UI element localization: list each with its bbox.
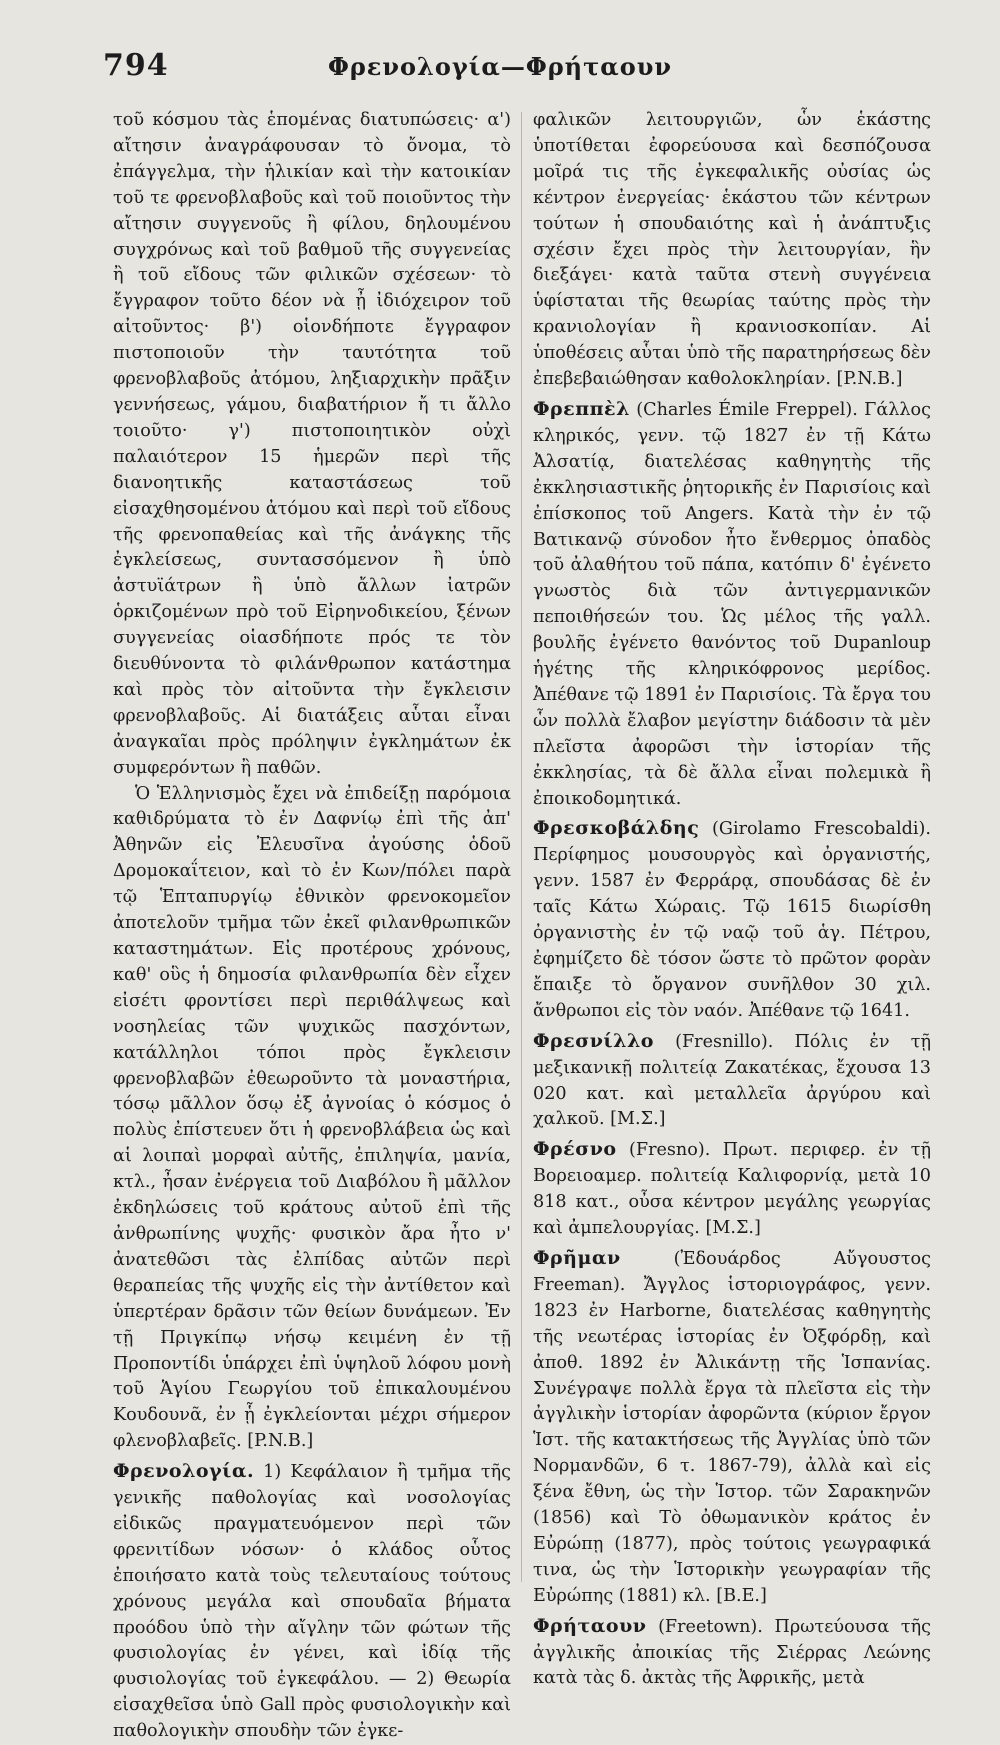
entry-headword: Φρενολογία. xyxy=(113,1460,255,1483)
entry-fresnillo xyxy=(533,1029,931,1134)
entry-headword: Φρεσνίλλο xyxy=(533,1029,654,1052)
entry-fresno xyxy=(533,1137,931,1242)
entry-text: (Girolamo Frescobaldi). Περίφημος μουσουργὸς καὶ ὀργανιστής, γενν. 1587 ἐν Φερράρᾳ, σπουδάσας δὲ ἐν ταῖς Κάτω Χώραις. Τῷ 1615 διωρίσθη ὀργανιστὴς ἐν τῷ ναῷ τοῦ ἁγ. Πέτρου, ἐφημίζετο δὲ τόσον ὥστε τὸ πρῶτον φορὰν ἔπαιξε τὸ ὄργανον συνῆλθον 30 χιλ. ἄνθρωποι εἰς τὸν ναόν. Ἀπέθανε τῷ 1641. xyxy=(533,819,931,1021)
entry-freeman xyxy=(533,1246,931,1610)
paragraph: φαλικῶν λειτουργιῶν, ὧν ἑκάστης ὑποτίθεται ἐφορεύουσα καὶ δεσπόζουσα μοῖρά τις τῆς ἐγκεφαλικῆς οὐσίας ὡς κέντρον ἐνεργείας· ἑκάστου τῶν κέντρων τούτων ἡ σπουδαιότης καὶ ἡ ἀνάπτυξις σχέσιν ἔχει πρὸς τὴν λειτουργίαν, ἣν διεξάγει· κατὰ ταῦτα στενὴ συγγένεια ὑφίσταται τῆς θεωρίας ταύτης πρὸς τὴν κρανιολογίαν ἢ κρανιοσκοπίαν. Αἱ ὑποθέσεις αὗται ὑπὸ τῆς παρατηρήσεως δὲν ἐπεβεβαιώθησαν καθολοκληρίαν. [P.N.B.] xyxy=(533,110,931,390)
right-column xyxy=(533,108,931,1692)
page-number: 794 xyxy=(103,48,169,83)
left-column xyxy=(113,108,511,1745)
entry-headword: Φρεππὲλ xyxy=(533,397,630,420)
entry-headword: Φρῆμαν xyxy=(533,1246,621,1269)
entry-text: (Freetown). Πρωτεύουσα τῆς ἀγγλικῆς ἀποικίας τῆς Σιέρρας Λεώνης κατὰ τὰς δ. ἀκτὰς τῆς Ἀφρικῆς, μετὰ xyxy=(533,1616,931,1689)
entry-headword: Φρεσκοβάλδης xyxy=(533,817,700,840)
entry-frescobaldi xyxy=(533,816,931,1024)
entry-freppel xyxy=(533,397,931,813)
entry-headword: Φρήταουν xyxy=(533,1614,647,1637)
paragraph: τοῦ κόσμου τὰς ἑπομένας διατυπώσεις· α') αἴτησιν ἀναγράφουσαν τὸ ὄνομα, τὸ ἐπάγγελμα, τὴν ἡλικίαν καὶ τὴν κατοικίαν τοῦ τε φρενοβλαβοῦς καὶ τοῦ ποιοῦντος τὴν αἴτησιν συγγενοῦς ἢ φίλου, δηλουμένου συγχρόνως καὶ τοῦ βαθμοῦ τῆς συγγενείας ἢ τοῦ εἴδους τῶν φιλικῶν σχέσεων· τὸ ἔγγραφον τοῦτο δέον νὰ ᾖ ἰδιόχειρον τοῦ αἰτοῦντος· β') οἱονδήποτε ἔγγραφον πιστοποιοῦν τὴν ταυτότητα τοῦ φρενοβλαβοῦς ἀτόμου, ληξιαρχικὴν πρᾶξιν γεννήσεως, γάμου, διαβατήριον ἤ τι ἄλλο τοιοῦτο· γ') πιστοποιητικὸν οὐχὶ παλαιότερον 15 ἡμερῶν περὶ τῆς διανοητικῆς καταστάσεως τοῦ εἰσαχθησομένου ἀτόμου καὶ περὶ τοῦ εἴδους τῆς φρενοπαθείας καὶ τῆς ἀνάγκης τῆς ἐγκλείσεως, συντασσόμενον ἢ ὑπὸ ἀστυϊάτρων ἢ ὑπὸ ἄλλων ἰατρῶν ὁρκιζομένων πρὸ τοῦ Εἰρηνοδικείου, ξένων συγγενείας οἱασδήποτε πρός τε τὸν διευθύνοντα τὸ φιλάνθρωπον κατάστημα καὶ πρὸς τὸν αἰτοῦντα τὴν ἔγκλεισιν φρενοβλαβοῦς. Αἱ διατάξεις αὗται εἶναι ἀναγκαῖαι πρὸς πρόληψιν ἐγκλημάτων ἐκ συμφερόντων ἢ παθῶν. xyxy=(113,110,511,778)
paragraph: Ὁ Ἑλληνισμὸς ἔχει νὰ ἐπιδείξῃ παρόμοια καθιδρύματα τὸ ἐν Δαφνίῳ ἐπὶ τῆς ἀπ' Ἀθηνῶν εἰς Ἐλευσῖνα ἀγούσης ὁδοῦ Δρομοκαΐτειον, καὶ τὸ ἐν Κων/πόλει παρὰ τῷ Ἑπταπυργίῳ ἐθνικὸν φρενοκομεῖον ἀποτελοῦν τμῆμα τῶν ἐκεῖ φιλανθρωπικῶν καταστημάτων. Εἰς προτέρους χρόνους, καθ' οὓς ἡ δημοσία φιλανθρωπία δὲν εἶχεν εἰσέτι φροντίσει περὶ περιθάλψεως καὶ νοσηλείας τῶν ψυχικῶς πασχόντων, κατάλληλοι τόποι πρὸς ἔγκλεισιν φρενοβλαβῶν ἐθεωροῦντο τὰ μοναστήρια, τόσῳ μᾶλλον ὅσῳ ἐξ ἀγνοίας ὁ κόσμος ὁ πολὺς ἐπίστευεν ὅτι ἡ φρενοβλάβεια ὡς καὶ αἱ λοιπαὶ μορφαὶ αὐτῆς, ἐπιληψία, μανία, κτλ., ἦσαν ἐνέργεια τοῦ Διαβόλου ἢ μᾶλλον ἐκδηλώσεις τοῦ κράτους αὐτοῦ ἐπὶ τῆς ἀνθρωπίνης ψυχῆς· φυσικὸν ἄρα ἦτο ν' ἀνατεθῶσι τὰς ἐλπίδας αὐτῶν περὶ θεραπείας τῆς ψυχῆς εἰς τὴν ἀντίθετον καὶ ὑπερτέραν δρᾶσιν τῶν θείων δυνάμεων. Ἐν τῇ Πριγκίπῳ νήσῳ κειμένη ἐν τῇ Προποντίδι ὑπάρχει ἐπὶ ὑψηλοῦ λόφου μονὴ τοῦ Ἁγίου Γεωργίου τοῦ ἐπικαλουμένου Κουδουνᾶ, ἐν ᾗ ἐγκλείονται μέχρι σήμερον φλενοβλαβεῖς. [P.N.B.] xyxy=(113,783,511,1452)
entry-freetown xyxy=(533,1614,931,1693)
running-head: Φρενολογία—Φρήταουν xyxy=(327,52,673,81)
entry-text: 1) Κεφάλαιον ἢ τμῆμα τῆς γενικῆς παθολογίας καὶ νοσολογίας εἰδικῶς πραγματευόμενον περὶ τῶν φρενιτίδων νόσων· ὁ κλάδος οὗτος ἐποιήσατο κατὰ τοὺς τελευταίους τούτους χρόνους μεγάλα καὶ σπουδαῖα βήματα προόδου ὑπὸ τὴν αἴγλην τῶν φώτων τῆς φυσιολογίας ἐν γένει, καὶ ἰδίᾳ τῆς φυσιολογίας τοῦ ἐγκεφάλου. — 2) Θεωρία εἰσαχθεῖσα ὑπὸ Gall πρὸς φυσιολογικὴν καὶ παθολογικὴν σπουδὴν τῶν ἐγκε- xyxy=(113,1462,511,1742)
entry-headword: Φρέσνο xyxy=(533,1138,617,1161)
entry-text: (Fresnillo). Πόλις ἐν τῇ μεξικανικῇ πολιτείᾳ Ζακατέκας, ἔχουσα 13 020 κατ. καὶ μεταλλεῖα ἀργύρου καὶ χαλκοῦ. [M.Σ.] xyxy=(533,1031,931,1130)
entry-text: (Charles Émile Freppel). Γάλλος κληρικός, γενν. τῷ 1827 ἐν τῇ Κάτω Ἀλσατίᾳ, διατελέσας καθηγητὴς τῆς ἐκκλησιαστικῆς ῥητορικῆς ἐν Παρισίοις καὶ ἐπίσκοπος τοῦ Angers. Κατὰ τὴν ἐν τῷ Βατικανῷ σύνοδον ἦτο ἔνθερμος ὀπαδὸς τοῦ ἀλαθήτου τοῦ πάπα, κατόπιν δ' ἐγένετο γνωστὸς διὰ τῶν ἀντιγερμανικῶν πεποιθήσεών του. Ὡς μέλος τῆς γαλλ. βουλῆς ἐγένετο θανόντος τοῦ Dupanloup ἡγέτης τῆς κληρικόφρονος μερίδος. Ἀπέθανε τῷ 1891 ἐν Παρισίοις. Τὰ ἔργα του ὧν πολλὰ ἔλαβον μεγίστην διάδοσιν τὰ μὲν πλεῖστα ἀφορῶσι τὴν ἱστορίαν τῆς ἐκκλησίας, τὰ δὲ ἄλλα εἶναι πολεμικὰ ἢ ἐποικοδομητικά. xyxy=(533,399,931,809)
entry-text: (Fresno). Πρωτ. περιφερ. ἐν τῇ Βορειοαμερ. πολιτείᾳ Καλιφορνίᾳ, μετὰ 10 818 κατ., οὖσα κέντρον μεγάλης γεωργίας καὶ ἀμπελουργίας. [M.Σ.] xyxy=(533,1140,931,1239)
column-divider xyxy=(521,112,522,1582)
entry-frenologia xyxy=(113,1459,511,1745)
entry-text: (Ἐδουάρδος Αὔγουστος Freeman). Ἄγγλος ἱστοριογράφος, γενν. 1823 ἐν Harborne, διατελέσας καθηγητὴς τῆς νεωτέρας ἱστορίας ἐν Ὀξφόρδῃ, καὶ ἀποθ. 1892 ἐν Ἀλικάντῃ τῆς Ἱσπανίας. Συνέγραψε πολλὰ ἔργα τὰ πλεῖστα εἰς τὴν ἀγγλικὴν ἱστορίαν ἀφορῶντα (κύριον ἔργον Ἱστ. τῆς κατακτήσεως τῆς Ἀγγλίας ὑπὸ τῶν Νορμανδῶν, 6 τ. 1867-79), ἀλλὰ καὶ εἰς ξένα ἔθνη, ὡς τὴν Ἱστορ. τῶν Σαρακηνῶν (1856) καὶ Τὸ ὀθωμανικὸν κράτος ἐν Εὐρώπῃ (1877), πρὸς τούτοις γεωγραφικά τινα, ὡς τὴν Ἱστορικὴν γεωγραφίαν τῆς Εὐρώπης (1881) κλ. [B.E.] xyxy=(533,1248,931,1606)
